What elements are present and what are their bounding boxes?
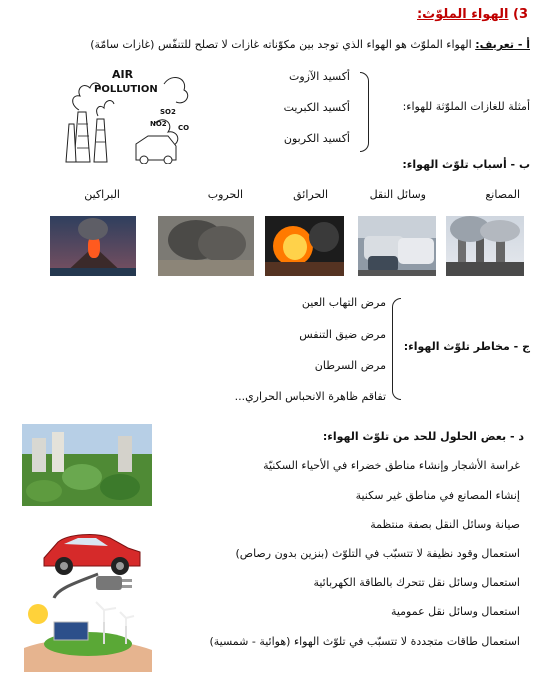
- cause-volcanoes-label: البراكين: [84, 188, 120, 201]
- cause-transport-label: وسائل النقل: [369, 188, 426, 201]
- definition-line: [90, 38, 530, 51]
- gas-so2: SO2: [160, 108, 176, 116]
- gas-no2: NO2: [150, 120, 167, 128]
- definition-label: أ - تعريف:: [475, 38, 530, 51]
- solution-item-3: صيانة وسائل النقل بصفة منتظمة: [370, 518, 520, 531]
- example-item-2: أكسيد الكبريت: [283, 101, 350, 114]
- dangers-brace: [392, 298, 401, 400]
- dangers-label-text: ج - مخاطر تلوّث الهواء:: [403, 340, 530, 353]
- factories-photo: [446, 216, 524, 276]
- section-number: 3): [513, 7, 528, 22]
- air-pollution-drawing: [64, 64, 196, 164]
- gas-co: CO: [178, 124, 190, 132]
- example-item-1: أكسيد الآزوت: [288, 70, 350, 83]
- solution-item-5: استعمال وسائل نقل تتحرك بالطاقة الكهربائية: [313, 576, 520, 589]
- solution-item-6: استعمال وسائل نقل عمومية: [390, 605, 520, 618]
- cause-fires-label: الحرائق: [293, 188, 328, 201]
- danger-item-1: مرض التهاب العين: [301, 296, 386, 309]
- electric-car-image: [38, 518, 148, 604]
- renewable-energy-image: [24, 600, 152, 672]
- solution-item-2: إنشاء المصانع في مناطق غير سكنية: [355, 489, 520, 502]
- solution-item-1: غراسة الأشجار وإنشاء مناطق خضراء في الأحياء السكنيّة: [263, 459, 520, 472]
- dangers-label: [404, 340, 530, 353]
- cause-wars-label: الحروب: [207, 188, 243, 201]
- fires-photo: [265, 216, 344, 276]
- transport-photo: [358, 216, 436, 276]
- examples-brace: [360, 72, 369, 152]
- volcanoes-photo: [50, 216, 136, 276]
- danger-item-2: مرض ضيق التنفس: [299, 328, 386, 341]
- wars-photo: [158, 216, 254, 276]
- section-title-text: الهواء الملوّث:: [416, 7, 509, 22]
- solutions-heading: د - بعض الحلول للحد من تلوّث الهواء:: [322, 430, 524, 443]
- solution-item-7: استعمال طاقات متجددة لا تتسبّب في تلوّث الهواء (هوائية - شمسية): [209, 635, 520, 648]
- examples-label: أمثلة للغازات الملوّثة للهواء:: [402, 100, 530, 113]
- cause-factories-label: المصانع: [485, 188, 520, 201]
- definition-text: الهواء الملوّث هو الهواء الذي توجد بين مكوّناته غازات لا تصلح للتنفّس (غازات سامّة): [90, 38, 472, 51]
- solution-item-4: استعمال وقود نظيفة لا تتسبّب في التلوّث (بنزين بدون رصاص): [235, 547, 520, 560]
- causes-heading: ب - أسباب تلوّث الهواء:: [402, 158, 530, 171]
- pollution-text: POLLUTION: [94, 84, 158, 95]
- air-text: AIR: [112, 68, 134, 81]
- section-title: [417, 7, 528, 22]
- danger-item-4: تفاقم ظاهرة الانحباس الحراري...: [234, 390, 386, 403]
- green-city-photo: [22, 424, 152, 506]
- example-item-3: أكسيد الكربون: [283, 132, 350, 145]
- danger-item-3: مرض السرطان: [314, 359, 386, 372]
